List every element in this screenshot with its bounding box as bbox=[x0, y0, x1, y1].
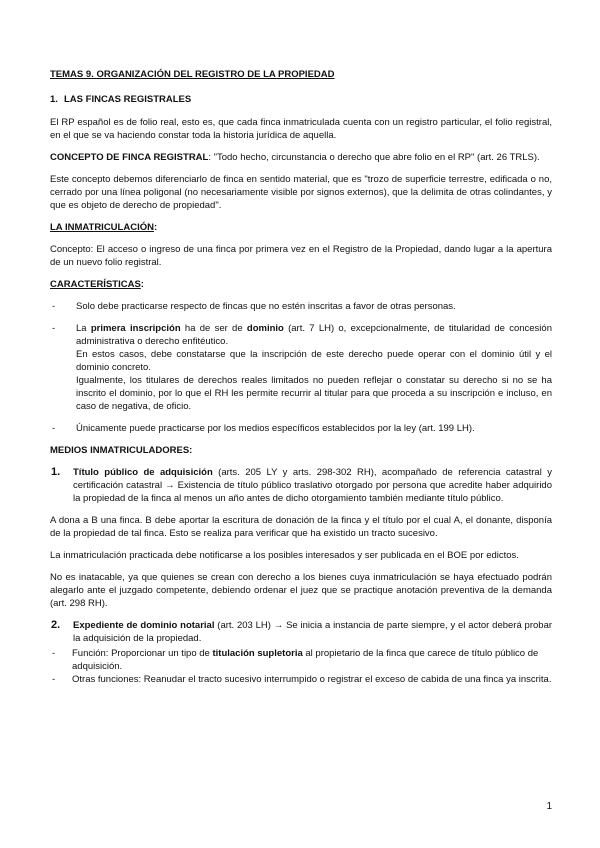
caracteristicas-heading-text: CARACTERÍSTICAS bbox=[50, 279, 141, 290]
list-item-text: Solo debe practicarse respecto de fincas que no estén inscritas a favor de otras personas. bbox=[76, 301, 456, 312]
text-run: En estos casos, debe constatarse que la inscripción de este derecho puede operar con el dominio útil y el dominio concreto. bbox=[76, 349, 552, 373]
bold-text: Expediente de dominio notarial bbox=[73, 620, 215, 631]
item-number: 1. bbox=[51, 466, 61, 478]
text-run: (art. 7 LH) o, excepcionalmente, de titularidad de concesión administrativa o derecho enfitéutico. bbox=[76, 323, 552, 347]
page-number: 1 bbox=[546, 801, 552, 812]
dash-marker: - bbox=[52, 648, 56, 659]
text-run: (art. 203 LH) → Se inicia a instancia de parte siempre, y el actor deberá probar la adquisición de la propiedad. bbox=[73, 620, 553, 644]
inmatriculacion-heading bbox=[50, 221, 552, 234]
bold-text: dominio bbox=[246, 323, 284, 334]
dash-marker: - bbox=[52, 323, 56, 334]
text-run: Igualmente, los titulares de derechos reales limitados no pueden reflejar o constatar su derecho si no se ha inscrito el dominio, por lo que el RH les permite recurrir al titular para que proceda a su inscripción e incluso, en caso de negativa, de oficio. bbox=[76, 375, 552, 412]
inmatriculacion-heading-text: LA INMATRICULACIÓN bbox=[50, 222, 154, 233]
inmatriculacion-concepto: Concepto: El acceso o ingreso de una finca por primera vez en el Registro de la Propiedad, dando lugar a la apertura de un nuevo folio registral. bbox=[50, 244, 552, 268]
item-number: 2. bbox=[51, 619, 61, 631]
dash-marker: - bbox=[52, 301, 56, 312]
inmatriculacion-colon: : bbox=[153, 222, 158, 233]
medios-heading: MEDIOS INMATRICULADORES: bbox=[50, 445, 193, 456]
medio-item-2 bbox=[50, 619, 552, 645]
list-item bbox=[50, 300, 552, 313]
dash-marker: - bbox=[52, 423, 56, 434]
list-item-text: Otras funciones: Reanudar el tracto sucesivo interrumpido o registrar el exceso de cabida de una finca ya inscrita. bbox=[72, 674, 552, 685]
text-run: La bbox=[76, 323, 91, 334]
bold-text: Título público de adquisición bbox=[73, 467, 213, 478]
list-item bbox=[50, 647, 552, 673]
section-heading-fincas-registrales bbox=[50, 93, 552, 106]
item-text bbox=[73, 466, 552, 505]
list-item-text bbox=[76, 322, 552, 413]
bold-text: primera inscripción bbox=[90, 323, 181, 334]
list-item bbox=[50, 422, 552, 435]
notificar-paragraph: La inmatriculación practicada debe notificarse a los posibles interesados y ser publicada en el BOE por edictos. bbox=[50, 550, 519, 561]
concepto-finca-paragraph bbox=[50, 151, 552, 164]
text-run: ha de ser de bbox=[180, 323, 247, 334]
section-number: 1. bbox=[50, 94, 58, 105]
document-title: TEMAS 9. ORGANIZACIÓN DEL REGISTRO DE LA PROPIEDAD bbox=[50, 69, 335, 80]
caracteristicas-list bbox=[50, 300, 552, 435]
list-item-text bbox=[72, 647, 552, 673]
inatacable-paragraph: No es inatacable, ya que quienes se crean con derecho a los bienes cuya inmatriculación se haya efectuado podrán alegarlo ante el juzgado competente, debiendo ordenar el juez que se practique anotación preventiva de la demanda (art. 298 RH). bbox=[50, 572, 552, 609]
ejemplo-paragraph: A dona a B una finca. B debe aportar la escritura de donación de la finca y el título por el cual A, el donante, disponía de la propiedad de tal finca. Esto se realiza para verificar que ha existido un tracto sucesivo. bbox=[50, 515, 552, 539]
list-item bbox=[50, 673, 552, 686]
caracteristicas-colon: : bbox=[140, 279, 144, 290]
dash-marker: - bbox=[52, 674, 56, 685]
list-item bbox=[50, 322, 552, 413]
section-label: LAS FINCAS REGISTRALES bbox=[64, 94, 192, 105]
caracteristicas-heading bbox=[50, 278, 552, 291]
text-run: al propietario de la finca que carece de título público de adquisición. bbox=[72, 648, 539, 672]
bold-text: titulación supletoria bbox=[212, 648, 303, 659]
list-item-text: Únicamente puede practicarse por los medios específicos establecidos por la ley (art. 199 LH). bbox=[76, 423, 475, 434]
text-run: (arts. 205 LY y arts. 298-302 RH), acompañado de referencia catastral y certificación catastral → Existencia de título público traslativo otorgado por persona que acredite haber adquirido la propiedad de la finca al menos un año antes de dicho otorgamiento también mediante título público. bbox=[73, 467, 552, 504]
concepto-finca-label: CONCEPTO DE FINCA REGISTRAL bbox=[50, 152, 209, 163]
item-text bbox=[73, 619, 552, 645]
expediente-list bbox=[50, 647, 552, 686]
medio-item-1 bbox=[50, 466, 552, 505]
concepto-finca-text: : "Todo hecho, circunstancia o derecho que abre folio en el RP" (art. 26 TRLS). bbox=[208, 152, 540, 163]
text-run: Función: Proporcionar un tipo de bbox=[72, 648, 213, 659]
diferencia-paragraph: Este concepto debemos diferenciarlo de finca en sentido material, que es "trozo de superficie terrestre, edificada o no, cerrado por una línea poligonal (no necesariamente visible por signos externos), que la delimita de otras colindantes, y que es objeto de derecho de propiedad". bbox=[50, 174, 552, 211]
intro-paragraph: El RP español es de folio real, esto es, que cada finca inmatriculada cuenta con un registro particular, el folio registral, en el que se va haciendo constar toda la historia jurídica de aquella. bbox=[50, 117, 552, 141]
